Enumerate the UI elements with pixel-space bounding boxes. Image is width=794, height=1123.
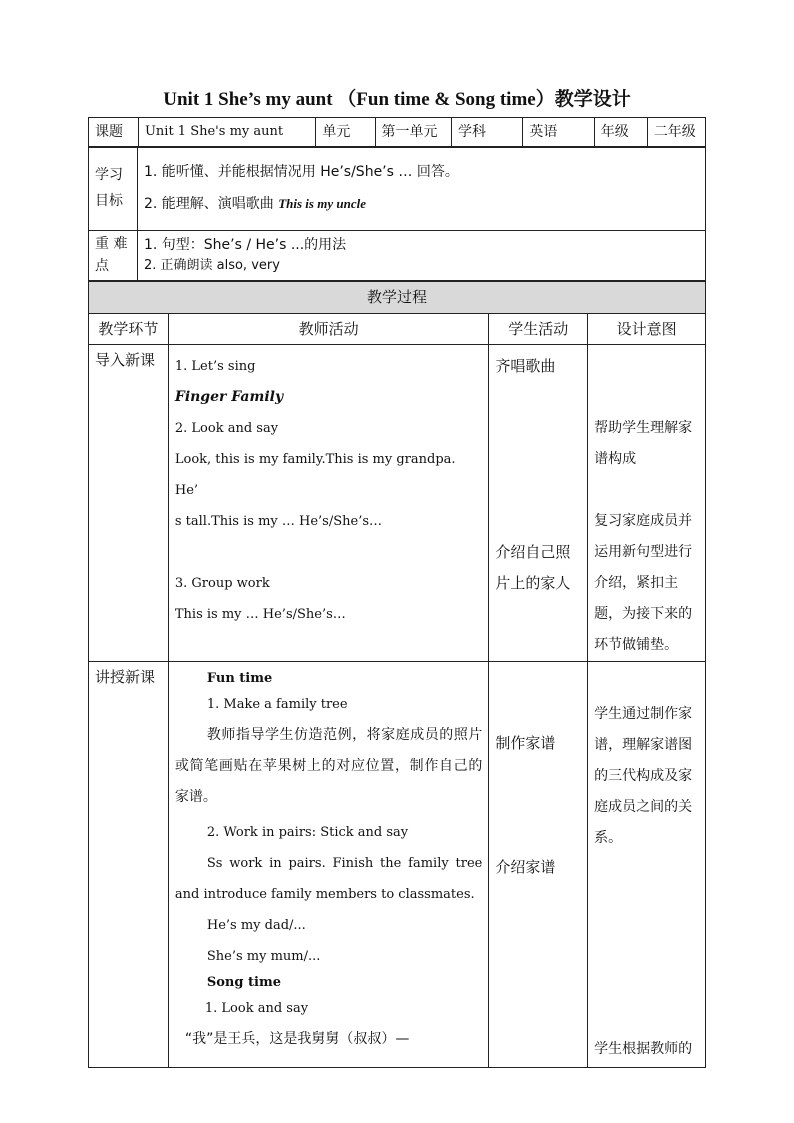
intro-stage: 导入新课 [89, 345, 169, 662]
intro-student [489, 345, 588, 662]
intro-t5: s tall.This is my … He’s/She’s… [174, 514, 382, 529]
topic-value: Unit 1 She's my aunt [138, 118, 315, 148]
new-t1: Fun time [206, 671, 273, 686]
col-stage: 教学环节 [89, 314, 169, 345]
goal-item-1: 1. 能听懂、并能根据情况用 He’s/She’s … 回答。 [143, 164, 459, 180]
focus-label [89, 231, 138, 281]
intro-spacer [175, 537, 482, 568]
subject-label: 学科 [452, 118, 523, 148]
goals-label-line1: 学习 [95, 167, 123, 183]
new-teacher [168, 662, 488, 1068]
new-t9: 1. Look and say [204, 1001, 309, 1016]
new-t8: Song time [206, 975, 281, 990]
new-student [489, 662, 588, 1068]
intro-t4: Look, this is my family.This is my grandpa. He’ [174, 452, 456, 498]
new-t6: He’s my dad/... [206, 918, 306, 933]
new-s2: 介绍家谱 [495, 858, 556, 876]
new-s1: 制作家谱 [495, 734, 556, 752]
new-stage: 讲授新课 [89, 662, 169, 1068]
subject-value: 英语 [523, 118, 594, 148]
intro-t7: This is my … He’s/She’s… [174, 607, 346, 622]
intro-t3: 2. Look and say [174, 421, 279, 436]
col-intent: 设计意图 [588, 314, 706, 345]
new-t3: 教师指导学生仿造范例，将家庭成员的照片或简笔画贴在苹果树上的对应位置，制作自己的家谱。 [174, 727, 483, 805]
focus-label-line1: 重 难 [95, 236, 128, 252]
intro-teacher [168, 345, 488, 662]
new-t5: Ss work in pairs. Finish the family tree and introduce family members to classmates. [174, 856, 483, 902]
goal-item-2-prefix: 2. 能理解、演唱歌曲 [143, 195, 279, 212]
intro-t1: 1. Let’s sing [174, 359, 256, 374]
col-student: 学生活动 [489, 314, 588, 345]
intro-i2: 复习家庭成员并运用新句型进行介绍，紧扣主题，为接下来的环节做铺垫。 [594, 513, 693, 653]
focus-label-line2: 点 [95, 257, 109, 274]
process-table [88, 281, 706, 1068]
new-t7: She’s my mum/... [206, 949, 321, 964]
intro-s2: 介绍自己照片上的家人 [495, 543, 571, 592]
process-title: 教学过程 [89, 282, 706, 314]
focus-item-1: 1. 句型：She’s / He’s ...的用法 [143, 237, 347, 254]
goals-label-line2: 目标 [95, 192, 123, 209]
goal-item-2 [144, 196, 699, 214]
new-t2: 1. Make a family tree [206, 697, 348, 712]
intro-intent [588, 345, 706, 662]
goals-label [89, 147, 138, 231]
page-title: Unit 1 She’s my aunt （Fun time & Song time）教学设计 [163, 89, 631, 110]
goals-content [137, 147, 705, 231]
info-table [88, 117, 706, 148]
col-teacher: 教师活动 [168, 314, 488, 345]
focus-content [137, 231, 705, 281]
intro-t6: 3. Group work [174, 576, 270, 591]
focus-item-2: 2. 正确朗读 also, very [143, 257, 280, 273]
intro-i1: 帮助学生理解家谱构成 [594, 420, 693, 467]
grade-label: 年级 [594, 118, 647, 148]
new-intent [588, 662, 706, 1068]
unit-value: 第一单元 [375, 118, 451, 148]
new-t10: “我”是王兵，这是我舅舅（叔叔）— [184, 1031, 410, 1047]
grade-value: 二年级 [647, 118, 705, 148]
new-t4: 2. Work in pairs: Stick and say [206, 825, 409, 840]
intro-t2: Finger Family [174, 389, 284, 405]
goals-table [88, 146, 706, 281]
new-i1: 学生通过制作家谱，理解家谱图的三代构成及家庭成员之间的关系。 [594, 706, 693, 846]
new-i2: 学生根据教师的 [594, 1041, 693, 1057]
topic-label: 课题 [89, 118, 139, 148]
song-title: This is my uncle [278, 195, 366, 211]
unit-label: 单元 [316, 118, 375, 148]
intro-s1: 齐唱歌曲 [495, 357, 556, 375]
